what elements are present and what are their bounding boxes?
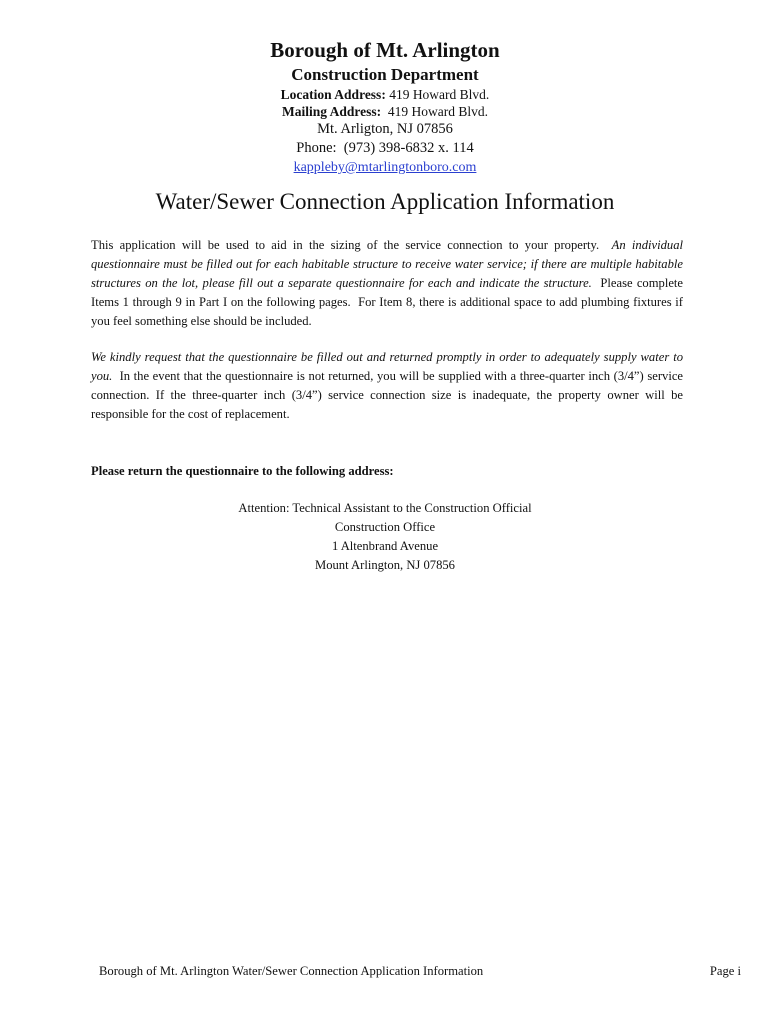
organization-name: Borough of Mt. Arlington (270, 38, 500, 62)
location-address-value: 419 Howard Blvd. (385, 87, 490, 102)
mailing-address (0, 103, 770, 120)
return-address-line: 1 Altenbrand Avenue (331, 539, 439, 553)
request-text-italic: We kindly request that the questionnaire be filled out and returned promptly in order to adequately supply water to you. (91, 350, 683, 383)
intro-text-start: This application will be used to aid in the sizing of the service connection to your property. (91, 238, 612, 252)
location-address-label: Location Address: (280, 87, 386, 102)
return-address-line: Mount Arlington, NJ 07856 (315, 558, 455, 572)
request-text-normal: In the event that the questionnaire is not returned, you will be supplied with a three-quarter inch (3/4”) service connection. If the three-quarter inch (3/4”) service connection size is inadequate, the property owner will be responsible for the cost of replacement. (91, 369, 687, 421)
mailing-address-label: Mailing Address: (281, 104, 382, 119)
intro-text-end: Please complete Items 1 through 9 in Part I on the following pages. For Item 8, there is additional space to add plumbing fixtures if you feel something else should be included. (91, 276, 687, 328)
email-link[interactable]: kappleby@mtarlingtonboro.com (293, 160, 477, 175)
intro-text-italic: An individual questionnaire must be filled out for each habitable structure to receive water service; if there are multiple habitable structures on the lot, please fill out a separate questionnaire for each and indicate the structure. (91, 238, 683, 290)
document-title: Water/Sewer Connection Application Information (155, 189, 615, 214)
mailing-address-value: 419 Howard Blvd. (381, 104, 488, 119)
location-address (0, 86, 770, 103)
return-instruction: Please return the questionnaire to the following address: (91, 464, 394, 478)
return-address-line: Attention: Technical Assistant to the Construction Official (238, 501, 532, 515)
phone-number: Phone: (973) 398-6832 x. 114 (296, 140, 474, 156)
return-address-line: Construction Office (334, 520, 436, 534)
return-address-block (0, 499, 770, 575)
page-number: Page i (709, 964, 741, 978)
request-paragraph (91, 348, 687, 424)
intro-paragraph (91, 236, 687, 331)
department-name: Construction Department (291, 65, 479, 84)
footer-title: Borough of Mt. Arlington Water/Sewer Connection Application Information (99, 964, 484, 978)
city-state-zip: Mt. Arligton, NJ 07856 (317, 121, 453, 137)
letterhead (0, 36, 770, 177)
